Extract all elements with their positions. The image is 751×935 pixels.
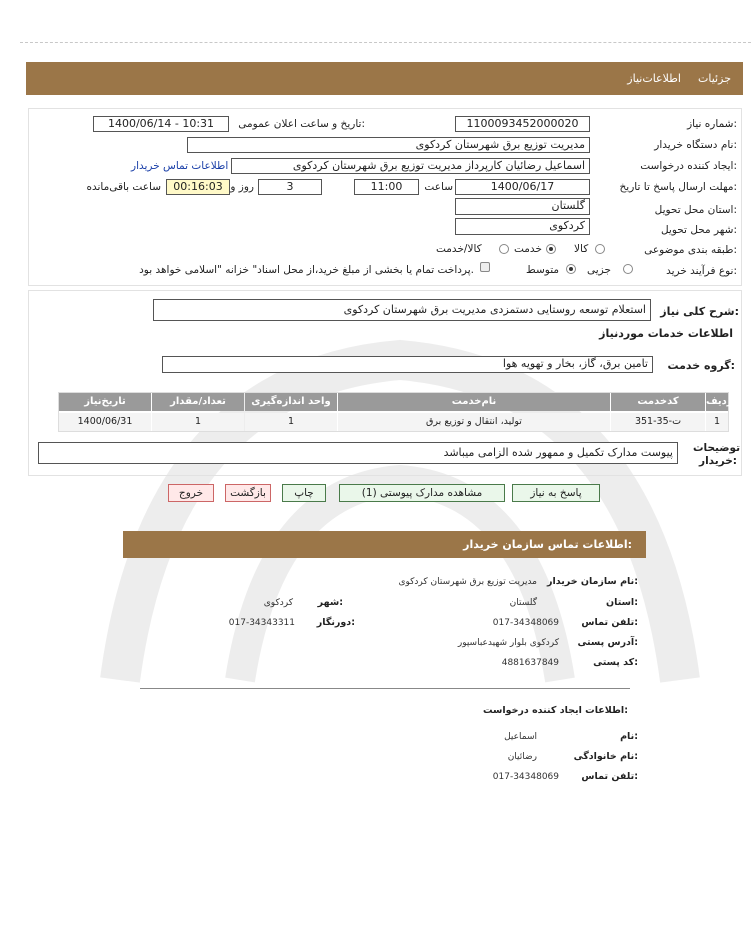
th-row: ردیف [706, 393, 728, 411]
th-date: تاریخ‌نیاز [59, 393, 151, 411]
contact-address-label: آدرس پستی: [577, 637, 638, 648]
contact-fax-value: 017-34343311 [228, 618, 295, 628]
summary-label: شرح کلی نیاز: [660, 305, 739, 318]
buyer-org-field: مدیریت توزیع برق شهرستان کردکوی [187, 137, 590, 153]
view-attachments-button[interactable]: مشاهده مدارک پیوستی (1) [339, 484, 505, 502]
requester-name-value: اسماعیل [504, 732, 537, 742]
contact-address-value: کردکوی بلوار شهیدعباسپور [457, 638, 559, 648]
tab-need-info[interactable]: اطلاعات‌نیاز [627, 72, 681, 85]
hour-label: ساعت [424, 181, 453, 193]
title-bar [26, 62, 743, 95]
creator-label: ایجاد کننده درخواست: [640, 160, 737, 172]
requester-name-label: نام: [620, 731, 638, 742]
contact-fax-label: دورنگار: [316, 617, 355, 628]
purchase-minor-radio[interactable] [623, 264, 633, 274]
top-divider [20, 42, 751, 43]
announce-label: تاریخ و ساعت اعلان عمومی: [238, 118, 365, 130]
contact-postal-label: کد پستی: [593, 657, 638, 668]
need-number-field: 1100093452000020 [455, 116, 590, 132]
contact-postal-value: 4881637849 [501, 658, 559, 668]
category-goods-label: کالا [574, 243, 589, 255]
table-cell: تولید، انتقال و توزیع برق [338, 413, 610, 431]
requester-phone-label: تلفن تماس: [581, 771, 638, 782]
back-button[interactable]: بازگشت [225, 484, 271, 502]
buyer-notes-label: توضیحات خریدار: [693, 442, 741, 467]
requester-family-label: نام خانوادگی: [573, 751, 638, 762]
announce-field: 1400/06/14 - 10:31 [93, 116, 229, 132]
buyer-contact-link[interactable]: اطلاعات تماس خریدار [131, 160, 229, 172]
treasury-checkbox[interactable] [480, 262, 490, 272]
table-cell: 1 [245, 413, 337, 431]
contact-phone-label: تلفن تماس: [581, 617, 638, 628]
exit-button[interactable]: خروج [168, 484, 214, 502]
remaining-label: ساعت باقی‌مانده [86, 181, 161, 193]
category-service-radio[interactable] [546, 244, 556, 254]
purchase-medium-radio[interactable] [566, 264, 576, 274]
need-info-panel [28, 108, 742, 286]
days-field: 3 [258, 179, 322, 195]
table-cell: 1 [706, 413, 728, 431]
services-heading: اطلاعات خدمات موردنیاز [599, 327, 733, 340]
category-service-label: خدمت [514, 243, 542, 255]
contact-section-header [123, 531, 646, 558]
tab-details[interactable]: جزئیات [698, 72, 731, 85]
creator-field: اسماعیل رضائیان کارپرداز مدیریت توزیع برق شهرستان کردکوی [231, 158, 590, 174]
th-qty: تعداد/مقدار [152, 393, 244, 411]
buyer-org-label: نام دستگاه خریدار: [654, 139, 737, 151]
table-cell: 1 [152, 413, 244, 431]
city-label: شهر محل تحویل: [660, 224, 737, 236]
contact-city-label: شهر: [317, 597, 343, 608]
category-goods-radio[interactable] [595, 244, 605, 254]
contact-phone-value: 017-34348069 [492, 618, 559, 628]
th-name: نام‌خدمت [338, 393, 610, 411]
contact-province-value: گلستان [509, 598, 537, 608]
summary-field: استعلام توسعه روستایی دستمزدی مدیریت برق شهرستان کردکوی [153, 299, 651, 321]
province-label: استان محل تحویل: [654, 204, 737, 216]
contact-province-label: استان: [606, 597, 638, 608]
contact-org-label: نام سازمان خریدار: [547, 576, 638, 587]
purchase-medium-label: متوسط [526, 264, 559, 276]
contact-heading: اطلاعات تماس سازمان خریدار: [463, 538, 632, 551]
deadline-time-field: 11:00 [354, 179, 419, 195]
buyer-notes-field: پیوست مدارک تکمیل و ممهور شده الزامی میباشد [38, 442, 678, 464]
province-field: گلستان [455, 198, 590, 215]
requester-heading: اطلاعات ایجاد کننده درخواست: [482, 705, 628, 716]
table-cell: ت-35-351 [611, 413, 705, 431]
need-number-label: شماره نیاز: [687, 118, 737, 130]
reply-button[interactable]: پاسخ به نیاز [512, 484, 600, 502]
day-label: روز و [230, 181, 254, 193]
th-code: کدخدمت [611, 393, 705, 411]
deadline-date-field: 1400/06/17 [455, 179, 590, 195]
requester-phone-value: 017-34348069 [492, 772, 559, 782]
purchase-type-label: نوع فرآیند خرید: [666, 265, 737, 277]
print-button[interactable]: چاپ [282, 484, 326, 502]
remaining-time-field: 00:16:03 [166, 179, 230, 195]
service-group-field: تامین برق، گاز، بخار و تهویه هوا [162, 356, 653, 373]
contact-city-value: کردکوی [263, 598, 293, 608]
city-field: کردکوی [455, 218, 590, 235]
treasury-text: پرداخت تمام یا بخشی از مبلغ خرید،از محل اسناد" خزانه "اسلامی خواهد بود. [139, 264, 474, 276]
contact-divider [140, 688, 630, 689]
category-both-radio[interactable] [499, 244, 509, 254]
deadline-label: مهلت ارسال پاسخ تا تاریخ: [619, 181, 737, 193]
category-both-label: کالا/خدمت [436, 243, 482, 255]
category-label: طبقه بندی موضوعی: [644, 244, 737, 256]
requester-family-value: رضائیان [507, 752, 537, 762]
th-unit: واحد اندازه‌گیری [245, 393, 337, 411]
table-cell: 1400/06/31 [59, 413, 151, 431]
service-group-label: گروه خدمت: [667, 359, 735, 372]
contact-org-value: مدیریت توزیع برق شهرستان کردکوی [398, 577, 537, 587]
purchase-minor-label: جزیی [587, 264, 611, 276]
